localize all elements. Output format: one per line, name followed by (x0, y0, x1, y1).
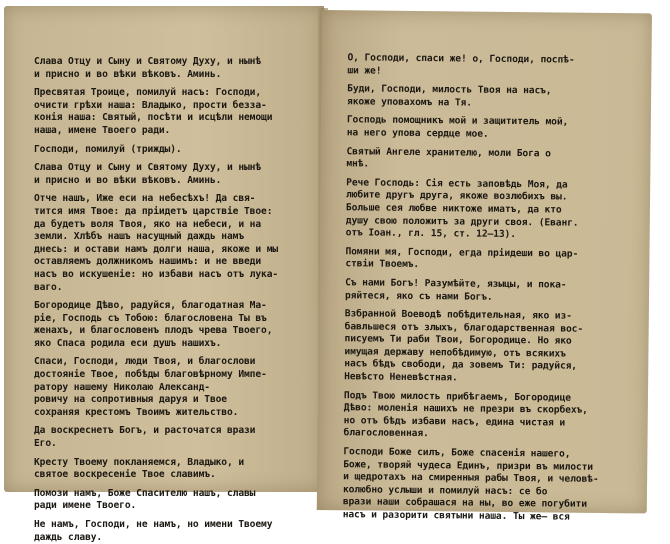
text-line: да будетъ воля Твоя, яко на небеси, и на (34, 218, 262, 230)
text-line: женахъ, и благословенъ плодъ чрева Твоего, (34, 325, 273, 337)
text-line: мнѣ. (346, 158, 370, 170)
text-line: Кресту Твоему покланяемся, Владыко, и (34, 456, 245, 468)
text-line: Съ нами Богъ! Разумѣйте, языцы, и пока- (345, 277, 567, 291)
text-line: благословенная. (343, 427, 429, 440)
text-line: Рече Господь: Сія есть заповѣдь Моя, да (346, 177, 568, 191)
text-line: Помяни мя, Господи, егда пріидеши во цар- (345, 245, 579, 260)
text-line: насъ бѣдъ свободи, да зовемъ Ти: радуйся, (344, 358, 578, 373)
right-page (317, 10, 652, 523)
text-line: святое воскресеніе Твое славимъ. (34, 469, 216, 481)
text-line: ваго. (34, 281, 63, 293)
text-line: Да воскреснетъ Богъ, и расточатся врази (34, 425, 256, 437)
text-line: но отъ бѣдъ избави насъ, едина чистая и (343, 415, 566, 429)
text-line: врази наши собрашася на ны, во еже погубити (342, 496, 587, 511)
text-line: Подъ Твою милость прибѣгаемъ, Богородице (343, 389, 572, 404)
text-line: Господи Боже силъ, Боже спасенія нашего, (343, 446, 571, 460)
text-line: писуемъ Ти раби Твои, Богородице. Но яко (344, 333, 572, 347)
text-line: ряйтеся, яко съ нами Богъ. (344, 289, 493, 303)
text-line: Святый Ангеле хранителю, моли Бога о (346, 145, 551, 159)
text-line: Господь помощникъ мой и защититель мой, (346, 114, 569, 128)
text-line: Его. (34, 438, 57, 450)
left-page (4, 6, 324, 543)
text-line: на него упова сердце мое. (346, 127, 489, 140)
text-line: О, Господи, спаси же! о, Господи, поспѣ- (347, 52, 575, 66)
text-line: даждь славу. (34, 531, 103, 543)
text-line: Пресвятая Троице, помилуй насъ: Господи, (34, 87, 262, 99)
text-line: очисти грѣхи наша: Владыко, прости безза- (34, 99, 267, 111)
text-line: Богородице Дѣво, радуйся, благодатная Ма- (34, 300, 267, 312)
text-line: якоже уповахомъ на Тя. (346, 96, 472, 109)
text-line: любите другъ друга, якоже возлюбихъ вы. (346, 189, 568, 203)
text-line: сохраняя крестомъ Твоимъ жительство. (34, 406, 239, 418)
text-line: ши же! (347, 64, 382, 77)
text-line: Господи, помилуй (трижды). (34, 143, 182, 155)
text-line: яко Спаса родила еси душъ нашихъ. (34, 337, 222, 349)
text-line: Буди, Господи, милость Твоя на насъ, (347, 83, 552, 97)
text-line: достояніе Твое, побѣды благовѣрному Импе- (34, 369, 267, 381)
text-line: наша, имене Твоего ради. (34, 124, 171, 136)
text-line: конія наша: Святый, посѣти и исцѣли немощи (34, 112, 273, 124)
text-line: и щедротахъ на смиренныя рабы Твоя, и человѣ- (343, 471, 599, 486)
text-line: Спаси, Господи, люди Твоя, и благослови (34, 356, 256, 368)
text-line: насъ и разорити святыни наша. Ты же— вся (342, 509, 570, 523)
text-line: Дѣво: моленія нашихъ не презри въ скорбехъ, (343, 402, 588, 417)
text-line: имущая державу непобѣдимую, отъ всякихъ (344, 346, 566, 360)
right-page-text (343, 52, 603, 524)
text-line: ствіи Твоемъ. (345, 258, 420, 271)
text-line: душу свою положитъ за други своя. (Еванг. (345, 214, 579, 229)
text-line: и присно и во вѣки вѣковъ. Аминь. (34, 174, 222, 186)
text-line: Боже, творяй чудеса Единъ, призри въ милости (343, 458, 594, 473)
text-line: ріе, Господь съ Тобою: благословена Ты въ (34, 312, 267, 324)
text-line: бавльшеся отъ злыхъ, благодарственная вос- (344, 320, 584, 335)
text-line: Невѣсто Неневѣстная. (344, 371, 458, 384)
text-line: Слава Отцу и Сыну и Святому Духу, и нынѣ (34, 56, 262, 67)
text-line: ради имене Твоего. (34, 500, 137, 512)
text-line: отъ Іоан., гл. 15, ст. 12—13). (345, 227, 516, 241)
text-line: Отче нашъ, Иже еси на небесѣхъ! Да свя- (34, 193, 256, 205)
text-line: Помози намъ, Боже Спасителю нашъ, славы (34, 487, 256, 499)
text-line: и присно и во вѣки вѣковъ. Аминь. (34, 68, 222, 80)
text-line: Больше сея любве никтоже иматъ, да кто (345, 202, 562, 216)
text-line: насъ во искушеніе: но избави насъ отъ лука- (34, 268, 279, 280)
text-line: ровичу на сопротивныя даруя и Твое (34, 394, 227, 406)
text-line: колюбно услыши и помилуй насъ: се бо (342, 484, 548, 498)
text-line: Взбранной Воеводѣ побѣдительная, яко из- (344, 308, 572, 322)
text-line: днесь: и остави намъ долги наша, якоже и мы (34, 243, 279, 255)
text-line: Не намъ, Господи, не намъ, но имени Твоему (34, 519, 273, 530)
text-line: тится имя Твое: да пріидетъ царствіе Твое: (34, 205, 273, 217)
text-line: земли. Хлѣбъ нашъ насущный даждь намъ (34, 231, 245, 243)
text-line: ратору нашему Николаю Александ- (34, 381, 210, 393)
text-line: Слава Отцу и Сыну и Святому Духу, и нынѣ (34, 162, 262, 174)
text-line: оставляемъ должникомъ нашимъ: и не введи (34, 256, 262, 268)
left-page-text (34, 56, 278, 544)
